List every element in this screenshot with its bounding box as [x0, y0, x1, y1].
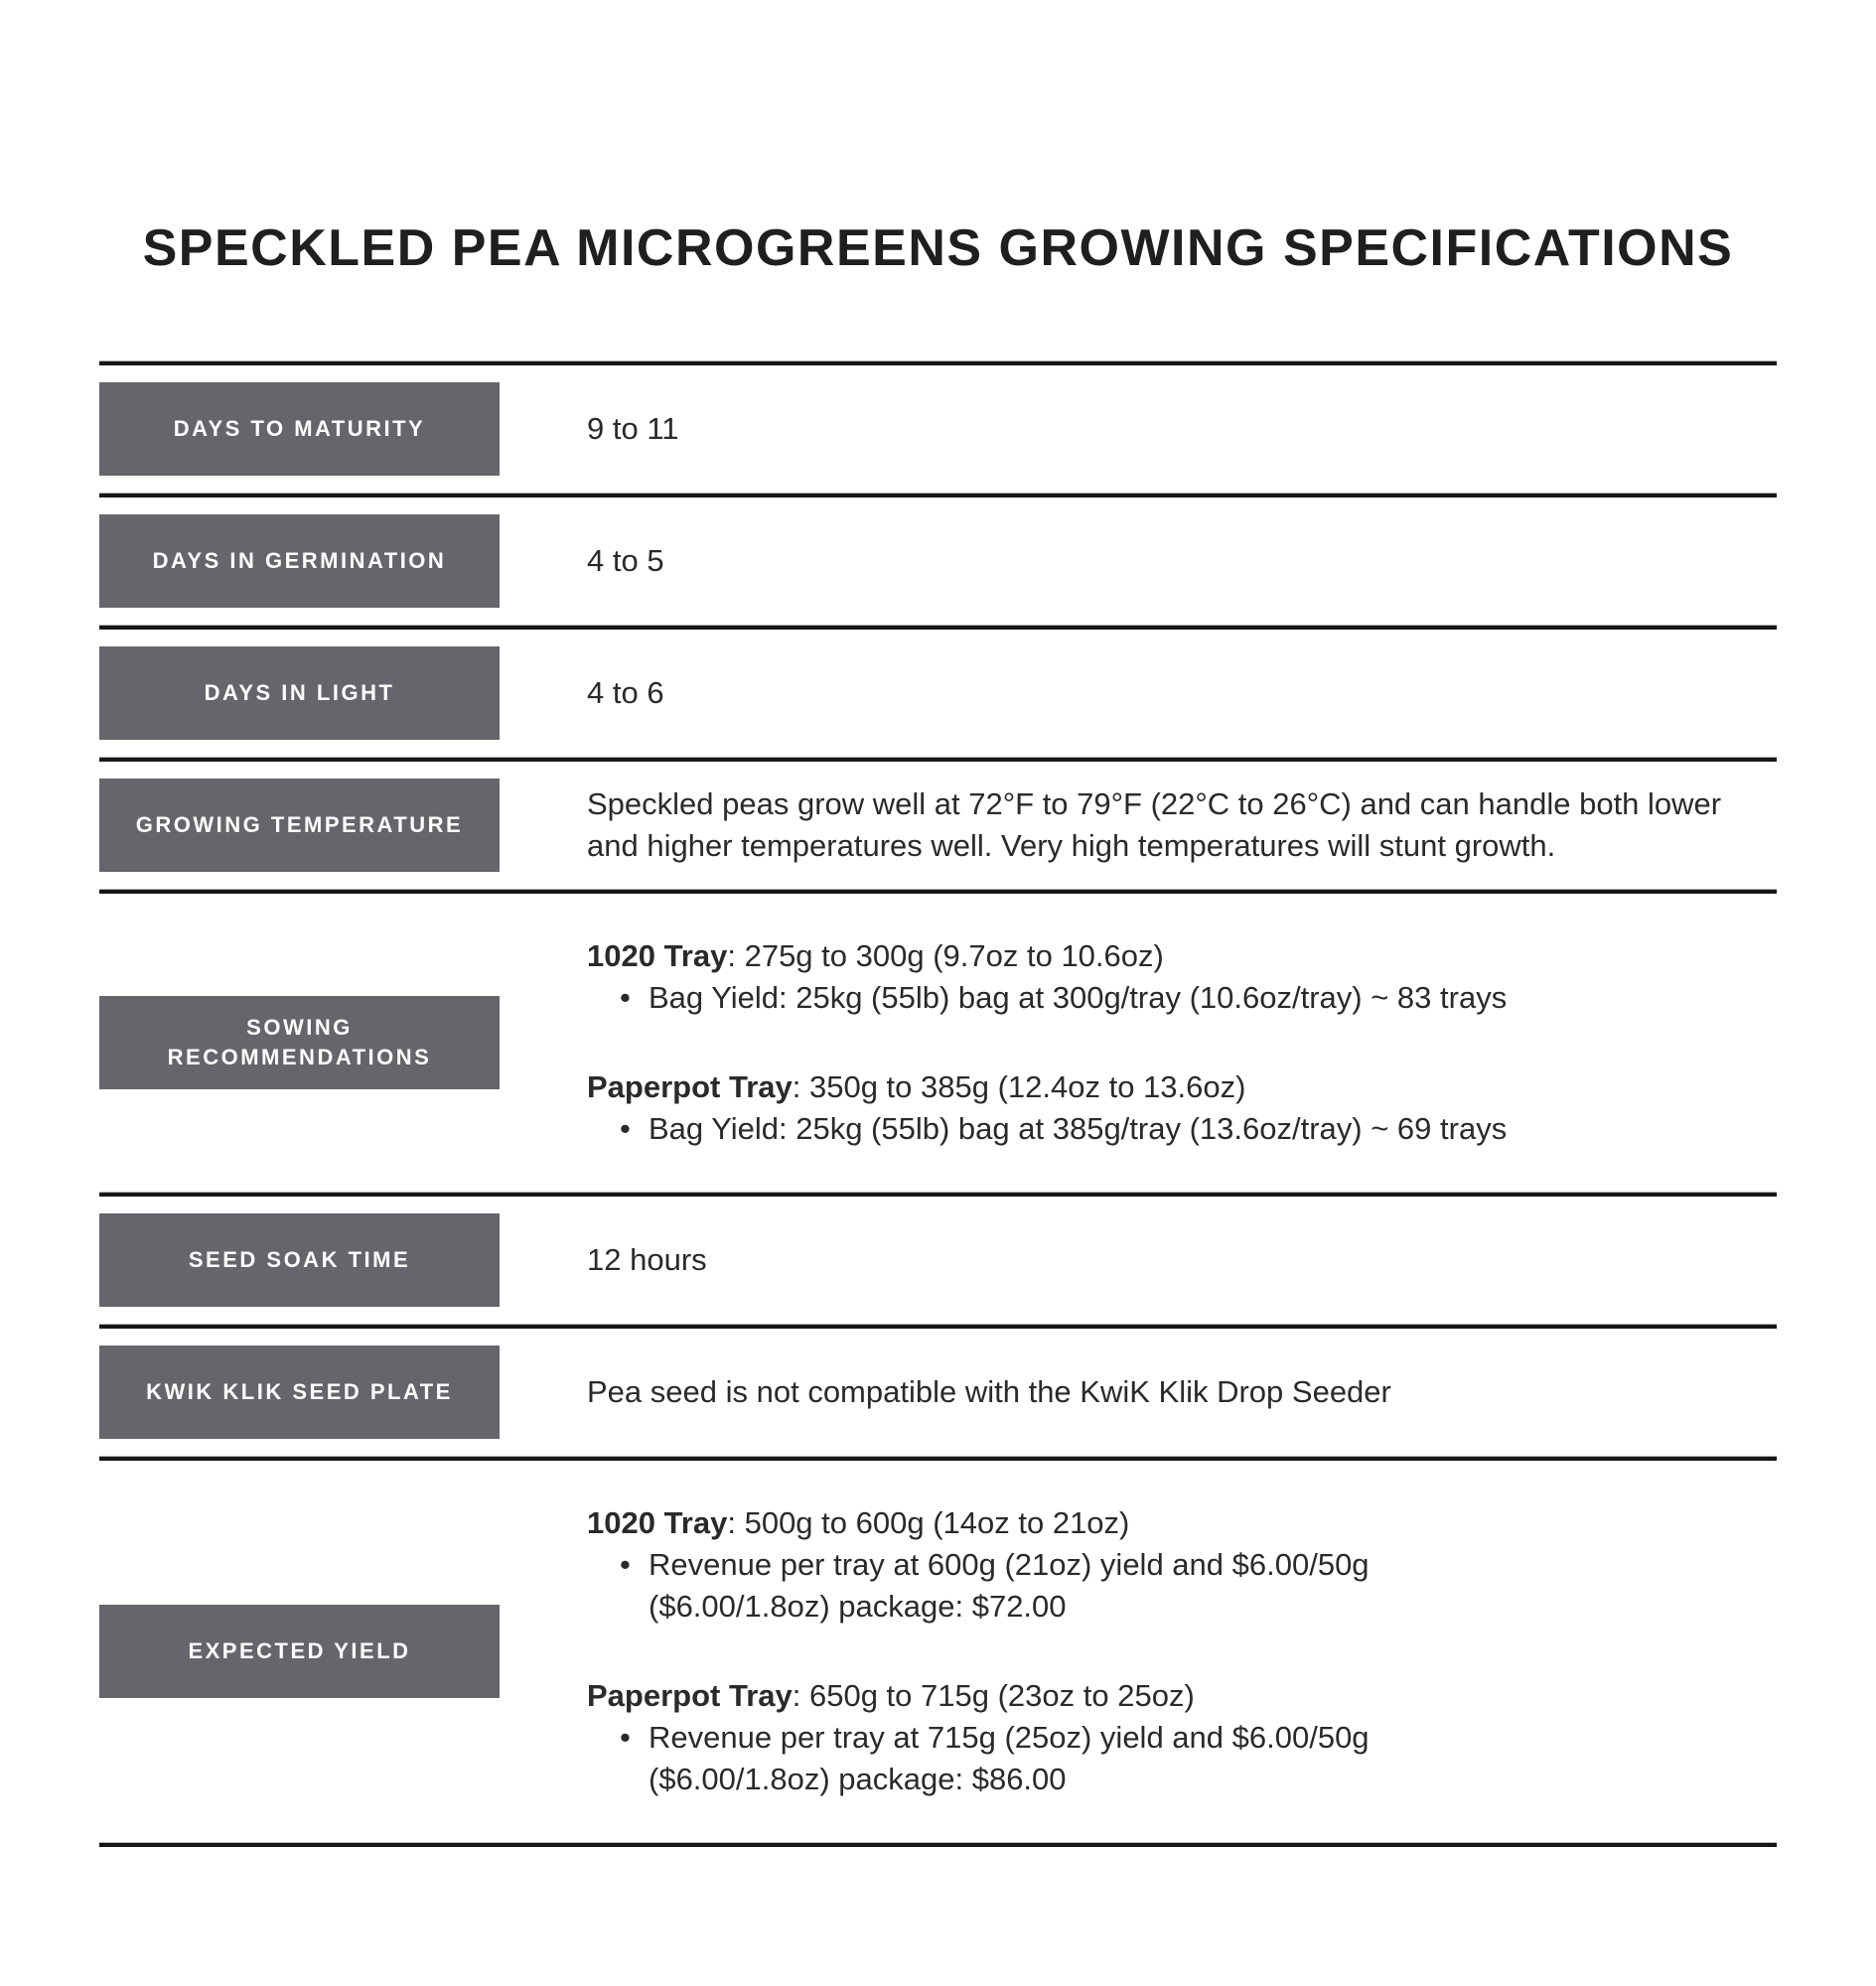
- spec-row: [99, 365, 1777, 493]
- row-label: DAYS IN GERMINATION: [152, 548, 447, 573]
- spec-row: [99, 894, 1777, 1192]
- row-content: [587, 1502, 1777, 1800]
- bullet-text: [649, 977, 1507, 1019]
- row-value: Speckled peas grow well at 72°F to 79°F (22°C to 26°C) and can handle both lower and higher temperatures well. Very high temperatures will stunt growth.: [587, 786, 1722, 863]
- row-divider: [99, 1842, 1777, 1847]
- bullet-text: [649, 1108, 1507, 1150]
- group-heading: Paperpot Tray: 650g to 715g (23oz to 25oz): [587, 1678, 1195, 1713]
- row-label: EXPECTED YIELD: [188, 1638, 411, 1663]
- bullet-dot: •: [620, 1547, 631, 1582]
- row-content: [587, 672, 1777, 714]
- bullet-line: ($6.00/1.8oz) package: $86.00: [649, 1762, 1067, 1796]
- row-label-box: [99, 382, 500, 476]
- row-content: [587, 540, 1777, 582]
- bullet-item: [587, 1544, 1777, 1628]
- content-group: [587, 1675, 1777, 1800]
- row-label-box: [99, 646, 500, 740]
- row-value: Pea seed is not compatible with the KwiK Klik Drop Seeder: [587, 1374, 1391, 1409]
- row-label: KWIK KLIK SEED PLATE: [146, 1379, 453, 1404]
- bullet-line: ($6.00/1.8oz) package: $72.00: [649, 1589, 1067, 1624]
- row-content: [587, 1239, 1777, 1281]
- content-group: [587, 1502, 1777, 1628]
- row-label-box: [99, 779, 500, 872]
- group-lead: 1020 Tray: [587, 1505, 728, 1540]
- bullet-dot: •: [620, 1111, 631, 1146]
- row-value: 12 hours: [587, 1242, 707, 1277]
- row-label-box: [99, 514, 500, 608]
- row-label-box: [99, 1213, 500, 1307]
- row-content: [587, 783, 1777, 867]
- spec-row: [99, 1197, 1777, 1324]
- bullet-item: [587, 1717, 1777, 1800]
- row-label-box: [99, 1346, 500, 1439]
- row-label: GROWING TEMPERATURE: [135, 812, 464, 837]
- bullet-item: [587, 977, 1777, 1019]
- spec-row: [99, 1461, 1777, 1842]
- bullet-text: [649, 1544, 1370, 1628]
- spec-row: [99, 1329, 1777, 1456]
- bullet-line: Bag Yield: 25kg (55lb) bag at 300g/tray (10.6oz/tray) ~ 83 trays: [649, 980, 1508, 1015]
- spec-row: [99, 497, 1777, 625]
- row-content: [587, 935, 1777, 1150]
- spec-table: [99, 360, 1777, 1847]
- bullet-text: [649, 1717, 1370, 1800]
- row-label-box: [99, 1605, 500, 1698]
- row-value: 4 to 6: [587, 675, 664, 710]
- page-title: SPECKLED PEA MICROGREENS GROWING SPECIFICATIONS: [142, 219, 1734, 277]
- row-label: DAYS IN LIGHT: [204, 680, 395, 705]
- content-group: [587, 1066, 1777, 1150]
- bullet-dot: •: [620, 980, 631, 1015]
- group-heading: Paperpot Tray: 350g to 385g (12.4oz to 13.6oz): [587, 1069, 1246, 1104]
- bullet-line: Bag Yield: 25kg (55lb) bag at 385g/tray (13.6oz/tray) ~ 69 trays: [649, 1111, 1508, 1146]
- group-lead: Paperpot Tray: [587, 1069, 793, 1104]
- content-group: [587, 935, 1777, 1019]
- group-lead: Paperpot Tray: [587, 1678, 793, 1713]
- row-content: [587, 1371, 1777, 1413]
- row-label: SOWING RECOMMENDATIONS: [167, 1015, 432, 1069]
- bullet-line: Revenue per tray at 600g (21oz) yield and $6.00/50g: [649, 1547, 1370, 1582]
- spec-row: [99, 630, 1777, 757]
- row-value: 9 to 11: [587, 411, 679, 446]
- row-label-box: [99, 996, 500, 1089]
- row-label: SEED SOAK TIME: [188, 1247, 411, 1272]
- bullet-line: Revenue per tray at 715g (25oz) yield and $6.00/50g: [649, 1720, 1370, 1755]
- spec-row: [99, 762, 1777, 889]
- row-value: 4 to 5: [587, 543, 664, 578]
- row-content: [587, 408, 1777, 450]
- bullet-dot: •: [620, 1720, 631, 1755]
- group-heading: 1020 Tray: 500g to 600g (14oz to 21oz): [587, 1505, 1130, 1540]
- group-lead: 1020 Tray: [587, 938, 728, 973]
- row-label: DAYS TO MATURITY: [173, 416, 426, 441]
- group-heading: 1020 Tray: 275g to 300g (9.7oz to 10.6oz): [587, 938, 1164, 973]
- bullet-item: [587, 1108, 1777, 1150]
